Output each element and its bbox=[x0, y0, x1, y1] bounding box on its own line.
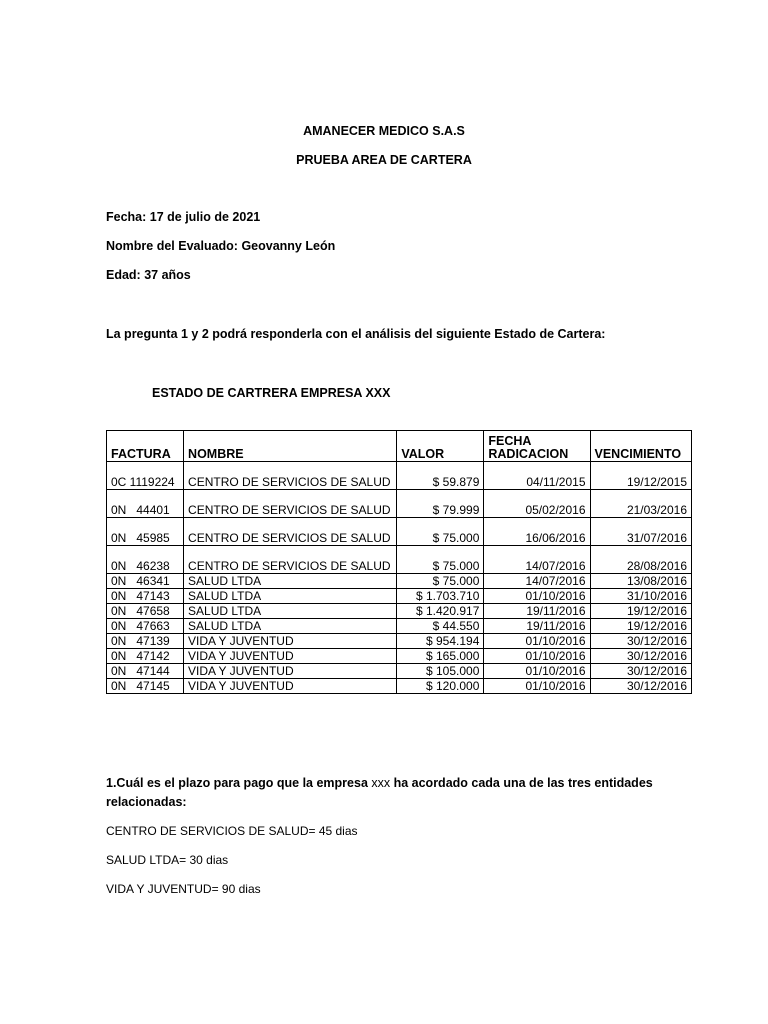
cell-radicacion: 14/07/2016 bbox=[484, 546, 590, 574]
cell-radicacion: 14/07/2016 bbox=[484, 574, 590, 589]
cell-nombre: VIDA Y JUVENTUD bbox=[184, 664, 397, 679]
table-body bbox=[107, 462, 692, 694]
cell-vencimiento: 30/12/2016 bbox=[590, 649, 692, 664]
cell-radicacion: 01/10/2016 bbox=[484, 679, 590, 694]
cell-nombre: SALUD LTDA bbox=[184, 589, 397, 604]
cell-radicacion: 19/11/2016 bbox=[484, 619, 590, 634]
cell-factura: 0N 45985 bbox=[107, 518, 184, 546]
intro-text: La pregunta 1 y 2 podrá responderla con el análisis del siguiente Estado de Cartera: bbox=[106, 327, 606, 341]
answer-centro: CENTRO DE SERVICIOS DE SALUD= 45 dias bbox=[106, 824, 358, 838]
question-1-text-a: 1.Cuál es el plazo para pago que la empresa bbox=[106, 776, 372, 790]
cell-nombre: CENTRO DE SERVICIOS DE SALUD bbox=[184, 462, 397, 490]
cell-valor: $ 44.550 bbox=[397, 619, 484, 634]
cell-nombre: CENTRO DE SERVICIOS DE SALUD bbox=[184, 490, 397, 518]
cell-valor: $ 165.000 bbox=[397, 649, 484, 664]
cell-factura: 0N 47658 bbox=[107, 604, 184, 619]
cell-nombre: SALUD LTDA bbox=[184, 574, 397, 589]
cell-vencimiento: 30/12/2016 bbox=[590, 634, 692, 649]
answer-salud: SALUD LTDA= 30 dias bbox=[106, 853, 229, 867]
table-row bbox=[107, 619, 692, 634]
cell-factura: 0N 46238 bbox=[107, 546, 184, 574]
cell-factura: 0N 47663 bbox=[107, 619, 184, 634]
cell-factura: 0N 47139 bbox=[107, 634, 184, 649]
cell-valor: $ 75.000 bbox=[397, 546, 484, 574]
cell-nombre: VIDA Y JUVENTUD bbox=[184, 679, 397, 694]
cell-valor: $ 75.000 bbox=[397, 574, 484, 589]
cell-vencimiento: 13/08/2016 bbox=[590, 574, 692, 589]
table-row bbox=[107, 634, 692, 649]
table-header-row bbox=[107, 431, 692, 462]
cell-factura: 0N 47144 bbox=[107, 664, 184, 679]
company-name: AMANECER MEDICO S.A.S bbox=[303, 124, 465, 138]
header-factura: FACTURA bbox=[107, 431, 184, 462]
test-title: PRUEBA AREA DE CARTERA bbox=[296, 153, 472, 167]
cell-factura: 0N 47142 bbox=[107, 649, 184, 664]
cell-nombre: VIDA Y JUVENTUD bbox=[184, 649, 397, 664]
cell-radicacion: 01/10/2016 bbox=[484, 634, 590, 649]
cell-vencimiento: 21/03/2016 bbox=[590, 490, 692, 518]
cell-vencimiento: 30/12/2016 bbox=[590, 664, 692, 679]
table-row bbox=[107, 574, 692, 589]
cell-radicacion: 04/11/2015 bbox=[484, 462, 590, 490]
cell-factura: 0N 47145 bbox=[107, 679, 184, 694]
cell-radicacion: 05/02/2016 bbox=[484, 490, 590, 518]
question-1-text-c: ha acordado cada una de las tres entidades relacionadas: bbox=[106, 776, 653, 809]
table-row bbox=[107, 518, 692, 546]
question-1 bbox=[106, 774, 666, 812]
cell-valor: $ 954.194 bbox=[397, 634, 484, 649]
cell-vencimiento: 19/12/2016 bbox=[590, 604, 692, 619]
cell-valor: $ 79.999 bbox=[397, 490, 484, 518]
fecha-line: Fecha: 17 de julio de 2021 bbox=[106, 210, 261, 224]
table-title: ESTADO DE CARTRERA EMPRESA XXX bbox=[152, 386, 391, 400]
header-radicacion: FECHA RADICACION bbox=[484, 431, 590, 462]
cell-valor: $ 105.000 bbox=[397, 664, 484, 679]
cell-radicacion: 16/06/2016 bbox=[484, 518, 590, 546]
header-vencimiento: VENCIMIENTO bbox=[590, 431, 692, 462]
cell-nombre: CENTRO DE SERVICIOS DE SALUD bbox=[184, 546, 397, 574]
cell-factura: 0N 47143 bbox=[107, 589, 184, 604]
cell-vencimiento: 28/08/2016 bbox=[590, 546, 692, 574]
cell-factura: 0C 1119224 bbox=[107, 462, 184, 490]
cell-vencimiento: 19/12/2016 bbox=[590, 619, 692, 634]
cell-valor: $ 120.000 bbox=[397, 679, 484, 694]
table-row bbox=[107, 679, 692, 694]
question-1-text-b: xxx bbox=[371, 776, 391, 790]
cell-valor: $ 1.420.917 bbox=[397, 604, 484, 619]
cell-vencimiento: 31/10/2016 bbox=[590, 589, 692, 604]
cell-nombre: VIDA Y JUVENTUD bbox=[184, 634, 397, 649]
cell-vencimiento: 31/07/2016 bbox=[590, 518, 692, 546]
table-row bbox=[107, 462, 692, 490]
header-nombre: NOMBRE bbox=[184, 431, 397, 462]
cell-nombre: CENTRO DE SERVICIOS DE SALUD bbox=[184, 518, 397, 546]
edad-line: Edad: 37 años bbox=[106, 268, 191, 282]
cell-factura: 0N 44401 bbox=[107, 490, 184, 518]
cell-vencimiento: 19/12/2015 bbox=[590, 462, 692, 490]
table-row bbox=[107, 546, 692, 574]
cell-vencimiento: 30/12/2016 bbox=[590, 679, 692, 694]
cartera-table bbox=[106, 430, 692, 694]
table-row bbox=[107, 490, 692, 518]
cell-valor: $ 59.879 bbox=[397, 462, 484, 490]
evaluado-line: Nombre del Evaluado: Geovanny León bbox=[106, 239, 336, 253]
cell-factura: 0N 46341 bbox=[107, 574, 184, 589]
cell-valor: $ 1.703.710 bbox=[397, 589, 484, 604]
cell-valor: $ 75.000 bbox=[397, 518, 484, 546]
cell-radicacion: 01/10/2016 bbox=[484, 649, 590, 664]
table-row bbox=[107, 589, 692, 604]
cell-nombre: SALUD LTDA bbox=[184, 604, 397, 619]
cell-radicacion: 01/10/2016 bbox=[484, 664, 590, 679]
table-row bbox=[107, 604, 692, 619]
cell-nombre: SALUD LTDA bbox=[184, 619, 397, 634]
table-row bbox=[107, 649, 692, 664]
cell-radicacion: 01/10/2016 bbox=[484, 589, 590, 604]
table-row bbox=[107, 664, 692, 679]
answer-vida: VIDA Y JUVENTUD= 90 dias bbox=[106, 882, 261, 896]
header-valor: VALOR bbox=[397, 431, 484, 462]
cell-radicacion: 19/11/2016 bbox=[484, 604, 590, 619]
